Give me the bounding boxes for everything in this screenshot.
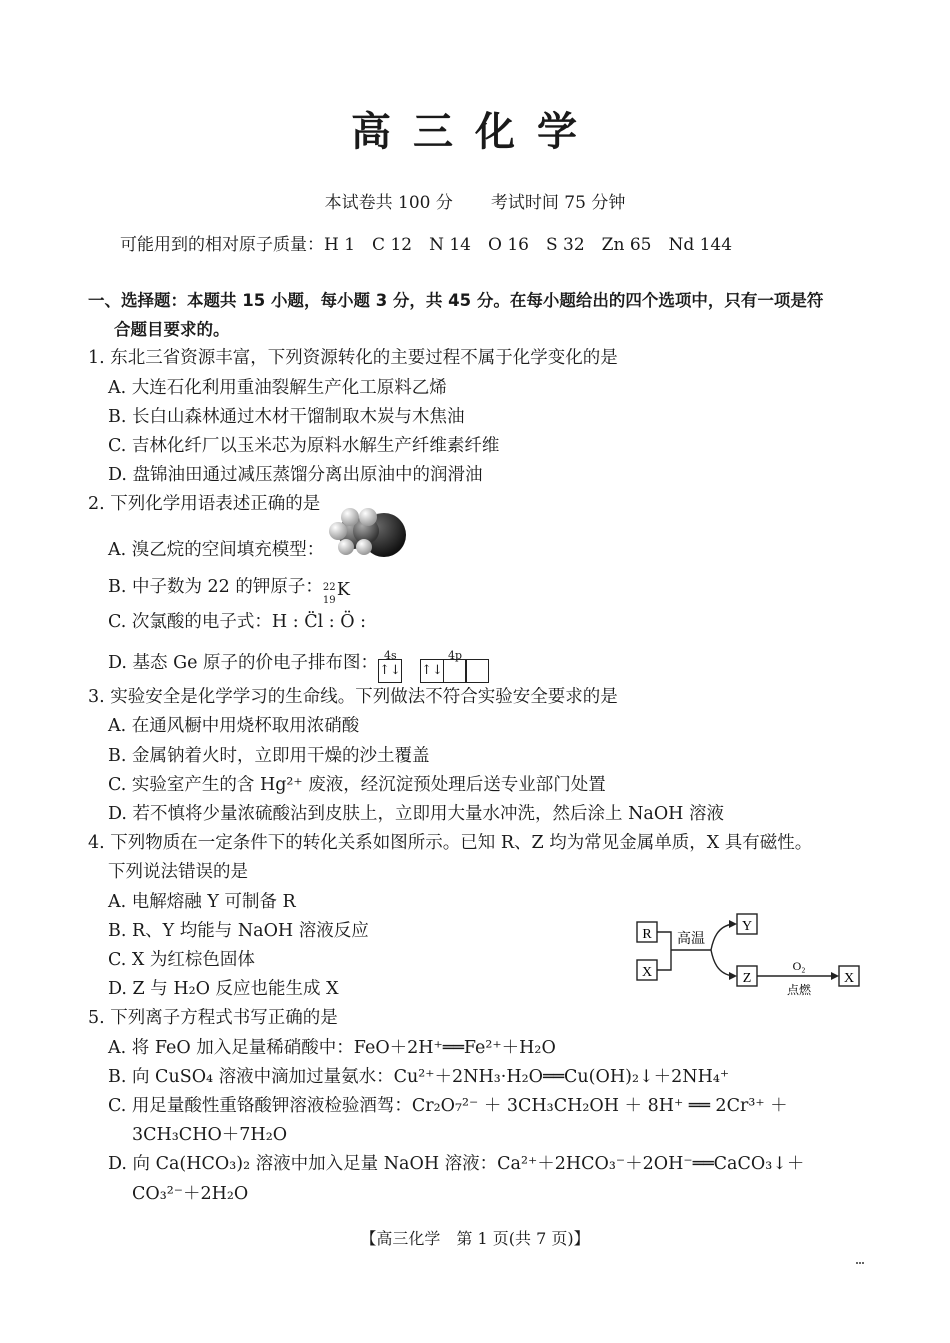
q2-option-d	[88, 637, 868, 683]
q2-option-c-text: C. 次氯酸的电子式：	[108, 612, 272, 633]
q3-option-b: B. 金属钠着火时，立即用干燥的沙土覆盖	[108, 745, 430, 766]
orbital-box: ↑↓	[420, 659, 444, 683]
q5-option-c-cont: 3CH₃CHO＋7H₂O	[132, 1125, 288, 1146]
orbital-box: ↑↓	[378, 659, 402, 683]
q2-option-d-text: D. 基态 Ge 原子的价电子排布图：	[108, 653, 378, 674]
question-3-stem: 3. 实验安全是化学学习的生命线。下列做法不符合实验安全要求的是	[88, 687, 618, 708]
question-content	[88, 286, 868, 1209]
orbital-4s-label: 4s	[384, 649, 397, 663]
atomic-number: 19	[322, 594, 336, 606]
q2-option-b-text: B. 中子数为 22 的钾原子：	[108, 576, 323, 597]
q2-option-b	[88, 573, 868, 606]
q1-option-a: A. 大连石化利用重油裂解生产化工原料乙烯	[108, 377, 447, 398]
q2-option-a-text: A. 溴乙烷的空间填充模型：	[108, 539, 325, 560]
q2-option-a	[88, 520, 868, 573]
q5-option-d-cont: CO₃²⁻＋2H₂O	[132, 1183, 249, 1204]
page-footer: 【高三化学 第 1 页(共 7 页)】	[360, 1229, 590, 1248]
q5-option-b: B. 向 CuSO₄ 溶液中滴加过量氨水：Cu²⁺＋2NH₃·H₂O══Cu(OH)₂↓＋2NH₄⁺	[108, 1066, 730, 1087]
mass-number: 22	[322, 581, 336, 593]
diagram-cond-o2: O₂	[792, 959, 806, 973]
diagram-node-x2: X	[843, 971, 855, 986]
q5-option-c: C. 用足量酸性重铬酸钾溶液检验酒驾：Cr₂O₇²⁻ ＋ 3CH₃CH₂OH ＋ 8H⁺ ══ 2Cr³⁺ ＋	[108, 1096, 788, 1117]
exam-time: 考试时间 75 分钟	[490, 193, 626, 213]
q4-option-c: C. X 为红棕色固体	[108, 950, 255, 971]
q3-option-d: D. 若不慎将少量浓硫酸沾到皮肤上，立即用大量水冲洗，然后涂上 NaOH 溶液	[108, 804, 725, 825]
exam-meta	[0, 188, 950, 213]
question-2-stem: 2. 下列化学用语表述正确的是	[88, 494, 321, 515]
conversion-diagram	[633, 910, 873, 1006]
section-heading: 一、选择题：本题共 15 小题，每小题 3 分，共 45 分。在每小题给出的四个选项中，只有一项是符	[88, 291, 824, 310]
question-1-stem: 1. 东北三省资源丰富，下列资源转化的主要过程不属于化学变化的是	[88, 348, 618, 369]
nuclide-symbol	[322, 576, 363, 606]
q1-option-b: B. 长白山森林通过木材干馏制取木炭与木焦油	[108, 406, 465, 427]
diagram-node-r: R	[642, 927, 652, 942]
scan-mark	[856, 1262, 864, 1267]
q2-option-c	[88, 602, 868, 637]
q5-option-a: A. 将 FeO 加入足量稀硝酸中：FeO＋2H⁺══Fe²⁺＋H₂O	[108, 1037, 556, 1058]
q4-option-a: A. 电解熔融 Y 可制备 R	[108, 891, 296, 912]
orbital-4p-label: 4p	[448, 649, 463, 663]
space-filling-model-icon	[324, 537, 408, 573]
q4-option-d: D. Z 与 H₂O 反应也能生成 X	[108, 979, 339, 1000]
q4-option-b: B. R、Y 均能与 NaOH 溶液反应	[108, 920, 369, 941]
question-4-stem: 4. 下列物质在一定条件下的转化关系如图所示。已知 R、Z 均为常见金属单质，X 具有磁性。	[88, 833, 813, 854]
diagram-cond-ignite: 点燃	[786, 983, 812, 997]
diagram-node-z: Z	[742, 971, 752, 986]
total-score: 本试卷共 100 分	[324, 193, 453, 213]
q1-option-c: C. 吉林化纤厂以玉米芯为原料水解生产纤维素纤维	[108, 436, 500, 457]
orbital-4p	[420, 649, 489, 683]
q3-option-a: A. 在通风橱中用烧杯取用浓硝酸	[108, 716, 360, 737]
question-5-stem: 5. 下列离子方程式书写正确的是	[88, 1008, 338, 1029]
page-title: 高三化学	[351, 109, 599, 155]
atomic-masses: 可能用到的相对原子质量：H 1 C 12 N 14 O 16 S 32 Zn 65 Nd 144	[120, 235, 733, 255]
diagram-cond-high-temp: 高温	[677, 931, 705, 947]
section-heading-cont: 合题目要求的。	[114, 320, 230, 340]
q5-option-d: D. 向 Ca(HCO₃)₂ 溶液中加入足量 NaOH 溶液：Ca²⁺＋2HCO₃⁻＋2OH⁻══CaCO₃↓＋	[108, 1154, 805, 1175]
diagram-node-x: X	[641, 965, 653, 980]
electron-formula: H : C̈l : Ö :	[271, 612, 367, 633]
q1-option-d: D. 盘锦油田通过减压蒸馏分离出原油中的润滑油	[108, 465, 483, 486]
orbital-4s	[378, 649, 402, 683]
orbital-box-empty	[465, 659, 489, 683]
q3-option-c: C. 实验室产生的含 Hg²⁺ 废液，经沉淀预处理后送专业部门处置	[108, 774, 606, 795]
diagram-node-y: Y	[741, 919, 753, 934]
element-symbol: K	[336, 579, 350, 600]
question-4-stem-cont: 下列说法错误的是	[108, 862, 248, 883]
